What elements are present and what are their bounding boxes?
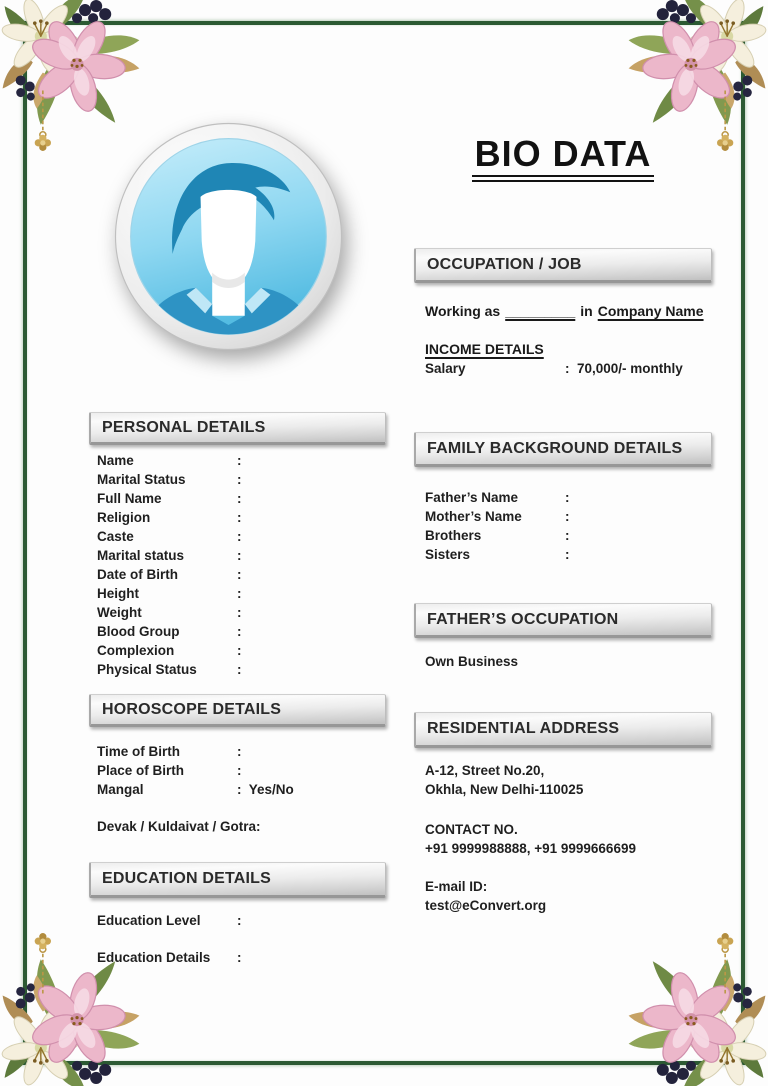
detail-value: : (565, 547, 570, 562)
detail-label: Complexion (97, 643, 175, 658)
detail-label: Religion (97, 510, 151, 525)
section-header-horoscope: HOROSCOPE DETAILS (89, 694, 386, 727)
detail-value: : (237, 491, 242, 506)
detail-value: : (565, 490, 570, 505)
detail-row (97, 451, 242, 470)
detail-row (97, 911, 242, 930)
income-details-heading: INCOME DETAILS (425, 341, 544, 357)
detail-label: Name (97, 453, 134, 468)
residential-address-block (425, 761, 636, 915)
section-header-personal: PERSONAL DETAILS (89, 412, 386, 445)
email-heading: E-mail ID: (425, 879, 488, 894)
detail-row (97, 546, 242, 565)
address-line-1: A-12, Street No.20, (425, 763, 545, 778)
spacer (425, 799, 636, 820)
detail-value: : (237, 643, 242, 658)
detail-row (97, 508, 242, 527)
email-value: test@eConvert.org (425, 898, 547, 913)
spacer (425, 858, 636, 877)
detail-row (97, 489, 242, 508)
detail-value: : (237, 662, 242, 677)
detail-value: : (237, 548, 242, 563)
detail-label: Mangal (97, 782, 144, 797)
blank-line: _________ (505, 303, 576, 319)
detail-label: Place of Birth (97, 763, 185, 778)
detail-label: Height (97, 586, 139, 601)
detail-value: : (237, 605, 242, 620)
section-header-occupation: OCCUPATION / JOB (414, 248, 712, 283)
devak-gotra-line: Devak / Kuldaivat / Gotra: (97, 819, 261, 834)
working-as-line (425, 303, 709, 319)
detail-row (97, 641, 242, 660)
section-header-residential: RESIDENTIAL ADDRESS (414, 712, 712, 748)
salary-label: Salary (425, 361, 466, 376)
section-header-fathers-occupation: FATHER’S OCCUPATION (414, 603, 712, 638)
detail-label: Marital Status (97, 472, 186, 487)
detail-value: : (565, 528, 570, 543)
detail-row (97, 527, 242, 546)
detail-value: : (237, 529, 242, 544)
detail-row (97, 761, 294, 780)
detail-row (97, 742, 294, 761)
detail-label: Father’s Name (425, 490, 519, 505)
detail-label: Mother’s Name (425, 509, 522, 524)
page-title: BIO DATA (414, 134, 712, 182)
detail-value: : (237, 763, 242, 778)
detail-value: : (237, 624, 242, 639)
detail-label: Sisters (425, 547, 471, 562)
education-details-list (97, 911, 242, 967)
detail-row (97, 470, 242, 489)
detail-label: Education Level (97, 913, 201, 928)
detail-row (425, 545, 570, 564)
detail-label: Date of Birth (97, 567, 178, 582)
section-header-education: EDUCATION DETAILS (89, 862, 386, 898)
detail-row (425, 507, 570, 526)
detail-value: : (237, 567, 242, 582)
detail-value: : (565, 509, 570, 524)
working-as-prefix: Working as (425, 303, 501, 319)
detail-row (97, 603, 242, 622)
contact-numbers: +91 9999988888, +91 9999666699 (425, 841, 636, 856)
detail-row (97, 622, 242, 641)
detail-value: : (237, 744, 242, 759)
profile-photo (112, 120, 345, 353)
horoscope-details-list (97, 742, 294, 799)
address-line-2: Okhla, New Delhi-110025 (425, 782, 584, 797)
detail-label: Marital status (97, 548, 185, 563)
detail-value: : (237, 510, 242, 525)
detail-value: : (237, 472, 242, 487)
detail-label: Caste (97, 529, 134, 544)
detail-label: Time of Birth (97, 744, 181, 759)
working-as-in: in (580, 303, 593, 319)
salary-value: : 70,000/- monthly (565, 361, 683, 376)
detail-value: : (237, 453, 242, 468)
detail-row (425, 488, 570, 507)
detail-row (425, 526, 570, 545)
salary-row (425, 359, 683, 378)
detail-value: : (237, 950, 242, 965)
contact-heading: CONTACT NO. (425, 822, 518, 837)
detail-row (97, 584, 242, 603)
detail-label: Physical Status (97, 662, 197, 677)
detail-value: : (237, 586, 242, 601)
detail-label: Full Name (97, 491, 162, 506)
detail-value: : (237, 913, 242, 928)
detail-label: Blood Group (97, 624, 180, 639)
detail-row (97, 660, 242, 679)
detail-row (97, 948, 242, 967)
detail-label: Weight (97, 605, 142, 620)
detail-row (97, 780, 294, 799)
detail-row (97, 565, 242, 584)
detail-label: Education Details (97, 950, 211, 965)
family-details-list (425, 488, 570, 564)
personal-details-list (97, 451, 242, 679)
company-name: Company Name (597, 303, 704, 319)
fathers-occupation-value: Own Business (425, 654, 519, 669)
detail-label: Brothers (425, 528, 482, 543)
corner-floral-bottom-right (620, 914, 768, 1086)
section-header-family: FAMILY BACKGROUND DETAILS (414, 432, 712, 467)
detail-value: : Yes/No (237, 782, 294, 797)
